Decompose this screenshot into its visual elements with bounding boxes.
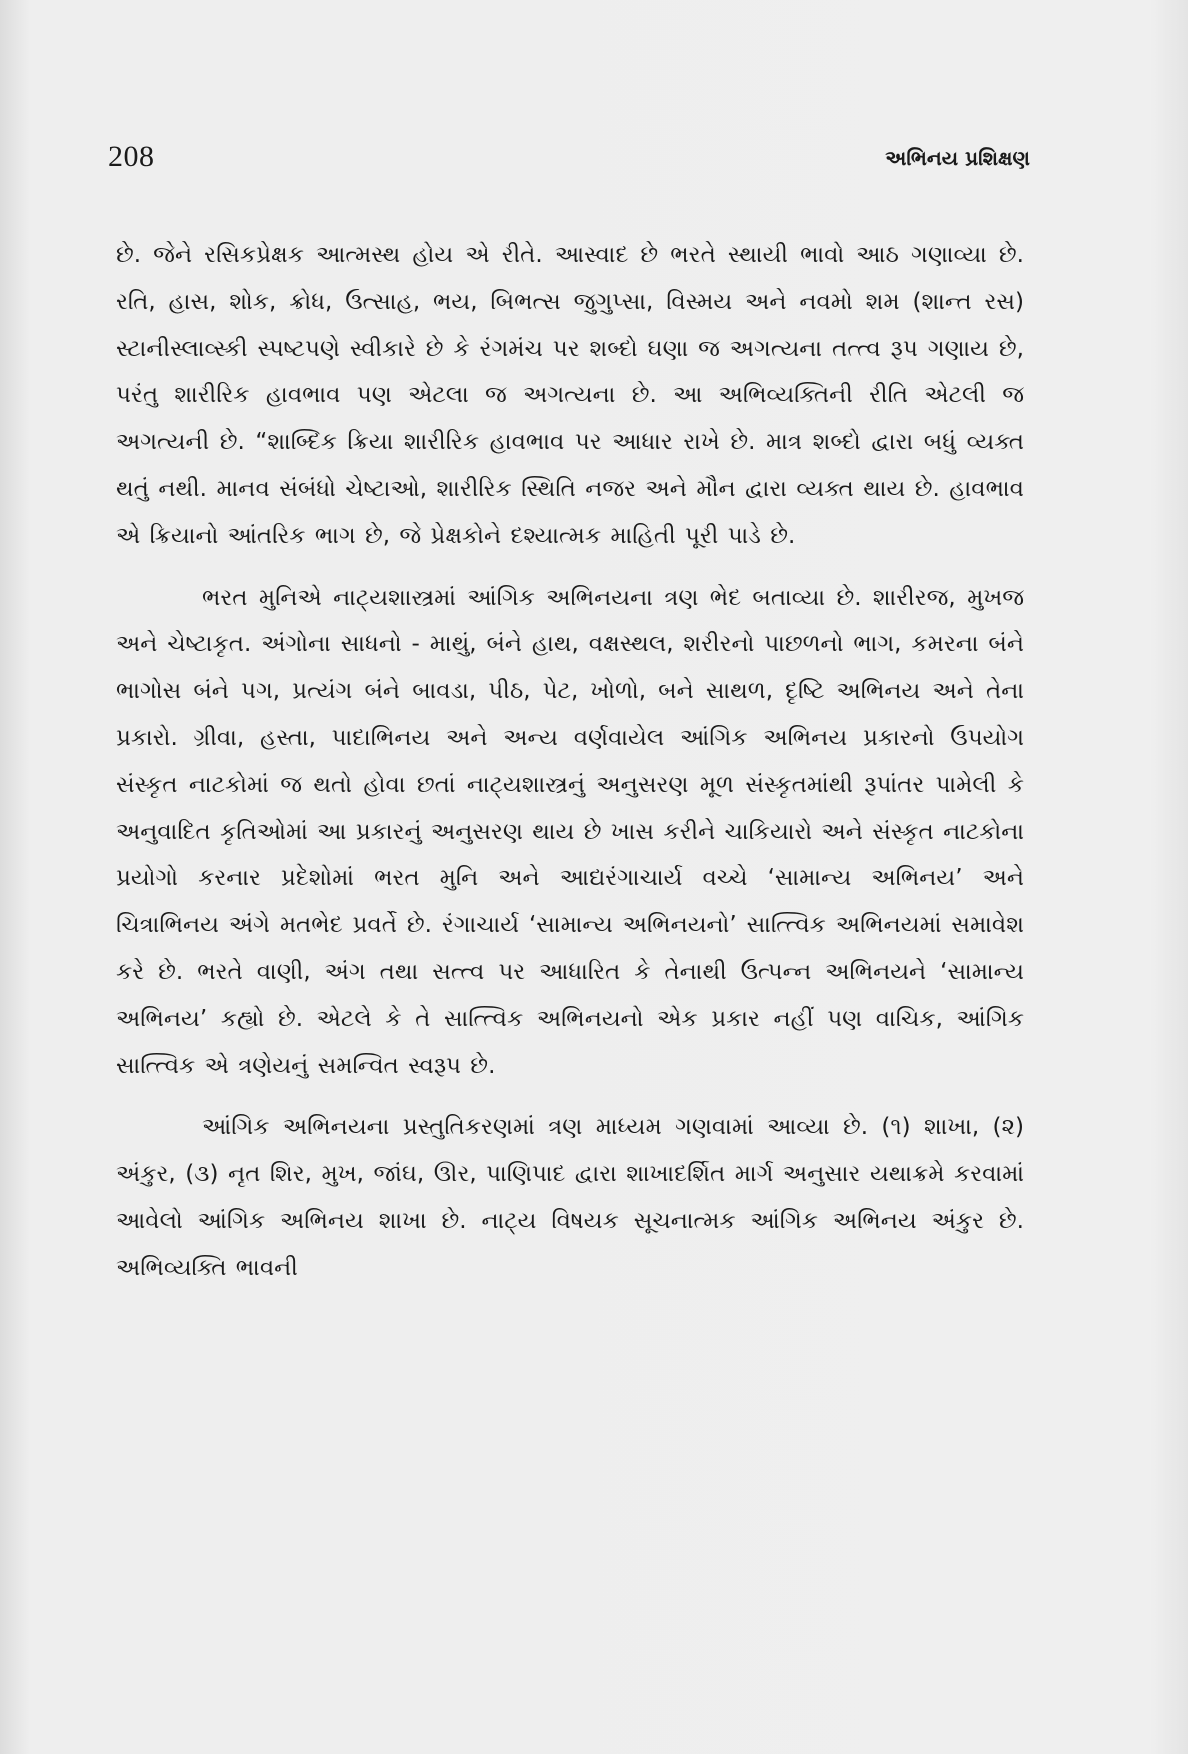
paragraph-2: ભરત મુનિએ નાટ્યશાસ્ત્રમાં આંગિક અભિનયના ત્રણ ભેદ બતાવ્યા છે. શારીરજ, મુખજ અને ચેષ્ટાકૃત. અંગોના સાધનો - માથું, બંને હાથ, વક્ષસ્થલ, શરીરનો પાછળનો ભાગ, કમરના બંને ભાગોસ બંને પગ, પ્રત્યંગ બંને બાવડા, પીઠ, પેટ, ખોળો, બને સાથળ, દૃષ્ટિ અભિનય અને તેના પ્રકારો. ગ્રીવા, હસ્તા, પાદાભિનય અને અન્ય વર્ણવાયેલ આંગિક અભિનય પ્રકારનો ઉપયોગ સંસ્કૃત નાટકોમાં જ થતો હોવા છતાં નાટ્યશાસ્ત્રનું અનુસરણ મૂળ સંસ્કૃતમાંથી રૂપાંતર પામેલી કે અનુવાદિત કૃતિઓમાં આ પ્રકારનું અનુસરણ થાય છે ખાસ કરીને ચાકિયારો અને સંસ્કૃત નાટકોના પ્રયોગો કરનાર પ્રદેશોમાં ભરત મુનિ અને આદ્યરંગાચાર્ય વચ્ચે ‘સામાન્ય અભિનય’ અને ચિત્રાભિનય અંગે મતભેદ પ્રવર્તે છે. રંગાચાર્ય ‘સામાન્ય અભિનયનો’ સાત્ત્વિક અભિનયમાં સમાવેશ કરે છે. ભરતે વાણી, અંગ તથા સત્ત્વ પર આધારિત કે તેનાથી ઉત્પન્ન અભિનયને ‘સામાન્ય અભિનય’ કહ્યો છે. એટલે કે તે સાત્ત્વિક અભિનયનો એક પ્રકાર નહીં પણ વાચિક, આંગિક સાત્ત્વિક એ ત્રણેયનું સમન્વિત સ્વરૂપ છે. bbox=[116, 584, 1024, 1079]
paragraph-3: આંગિક અભિનયના પ્રસ્તુતિકરણમાં ત્રણ માધ્યમ ગણવામાં આવ્યા છે. (૧) શાખા, (૨) અંકુર, (૩) નૃત શિર, મુખ, જાંઘ, ઊર, પાણિપાદ દ્વારા શાખાદર્શિત માર્ગ અનુસાર યથાક્રમે કરવામાં આવેલો આંગિક અભિનય શાખા છે. નાટ્ય વિષયક સૂચનાત્મક આંગિક અભિનય અંકુર છે. અભિવ્યક્તિ ભાવની bbox=[116, 1114, 1024, 1281]
page-number: 208 bbox=[108, 140, 155, 173]
body-text bbox=[116, 232, 1024, 1292]
running-title: અભિનય પ્રશિક્ષણ bbox=[885, 146, 1030, 170]
page-header bbox=[108, 140, 1030, 180]
paragraph-1: છે. જેને રસિકપ્રેક્ષક આત્મસ્થ હોય એ રીતે. આસ્વાદ છે ભરતે સ્થાયી ભાવો આઠ ગણાવ્યા છે. રતિ, હાસ, શોક, ક્રોધ, ઉત્સાહ, ભય, બિભત્સ જુગુપ્સા, વિસ્મય અને નવમો શમ (શાન્ત રસ) સ્ટાનીસ્લાવ્સ્કી સ્પષ્ટપણે સ્વીકારે છે કે રંગમંચ પર શબ્દો ઘણા જ અગત્યના તત્ત્વ રૂપ ગણાય છે, પરંતુ શારીરિક હાવભાવ પણ એટલા જ અગત્યના છે. આ અભિવ્યક્તિની રીતિ એટલી જ અગત્યની છે. “શાબ્દિક ક્રિયા શારીરિક હાવભાવ પર આધાર રાખે છે. માત્ર શબ્દો દ્વારા બધું વ્યક્ત થતું નથી. માનવ સંબંધો ચેષ્ટાઓ, શારીરિક સ્થિતિ નજર અને મૌન દ્વારા વ્યક્ત થાય છે. હાવભાવ એ ક્રિયાનો આંતરિક ભાગ છે, જે પ્રેક્ષકોને દશ્યાત્મક માહિતી પૂરી પાડે છે. bbox=[116, 242, 1024, 549]
